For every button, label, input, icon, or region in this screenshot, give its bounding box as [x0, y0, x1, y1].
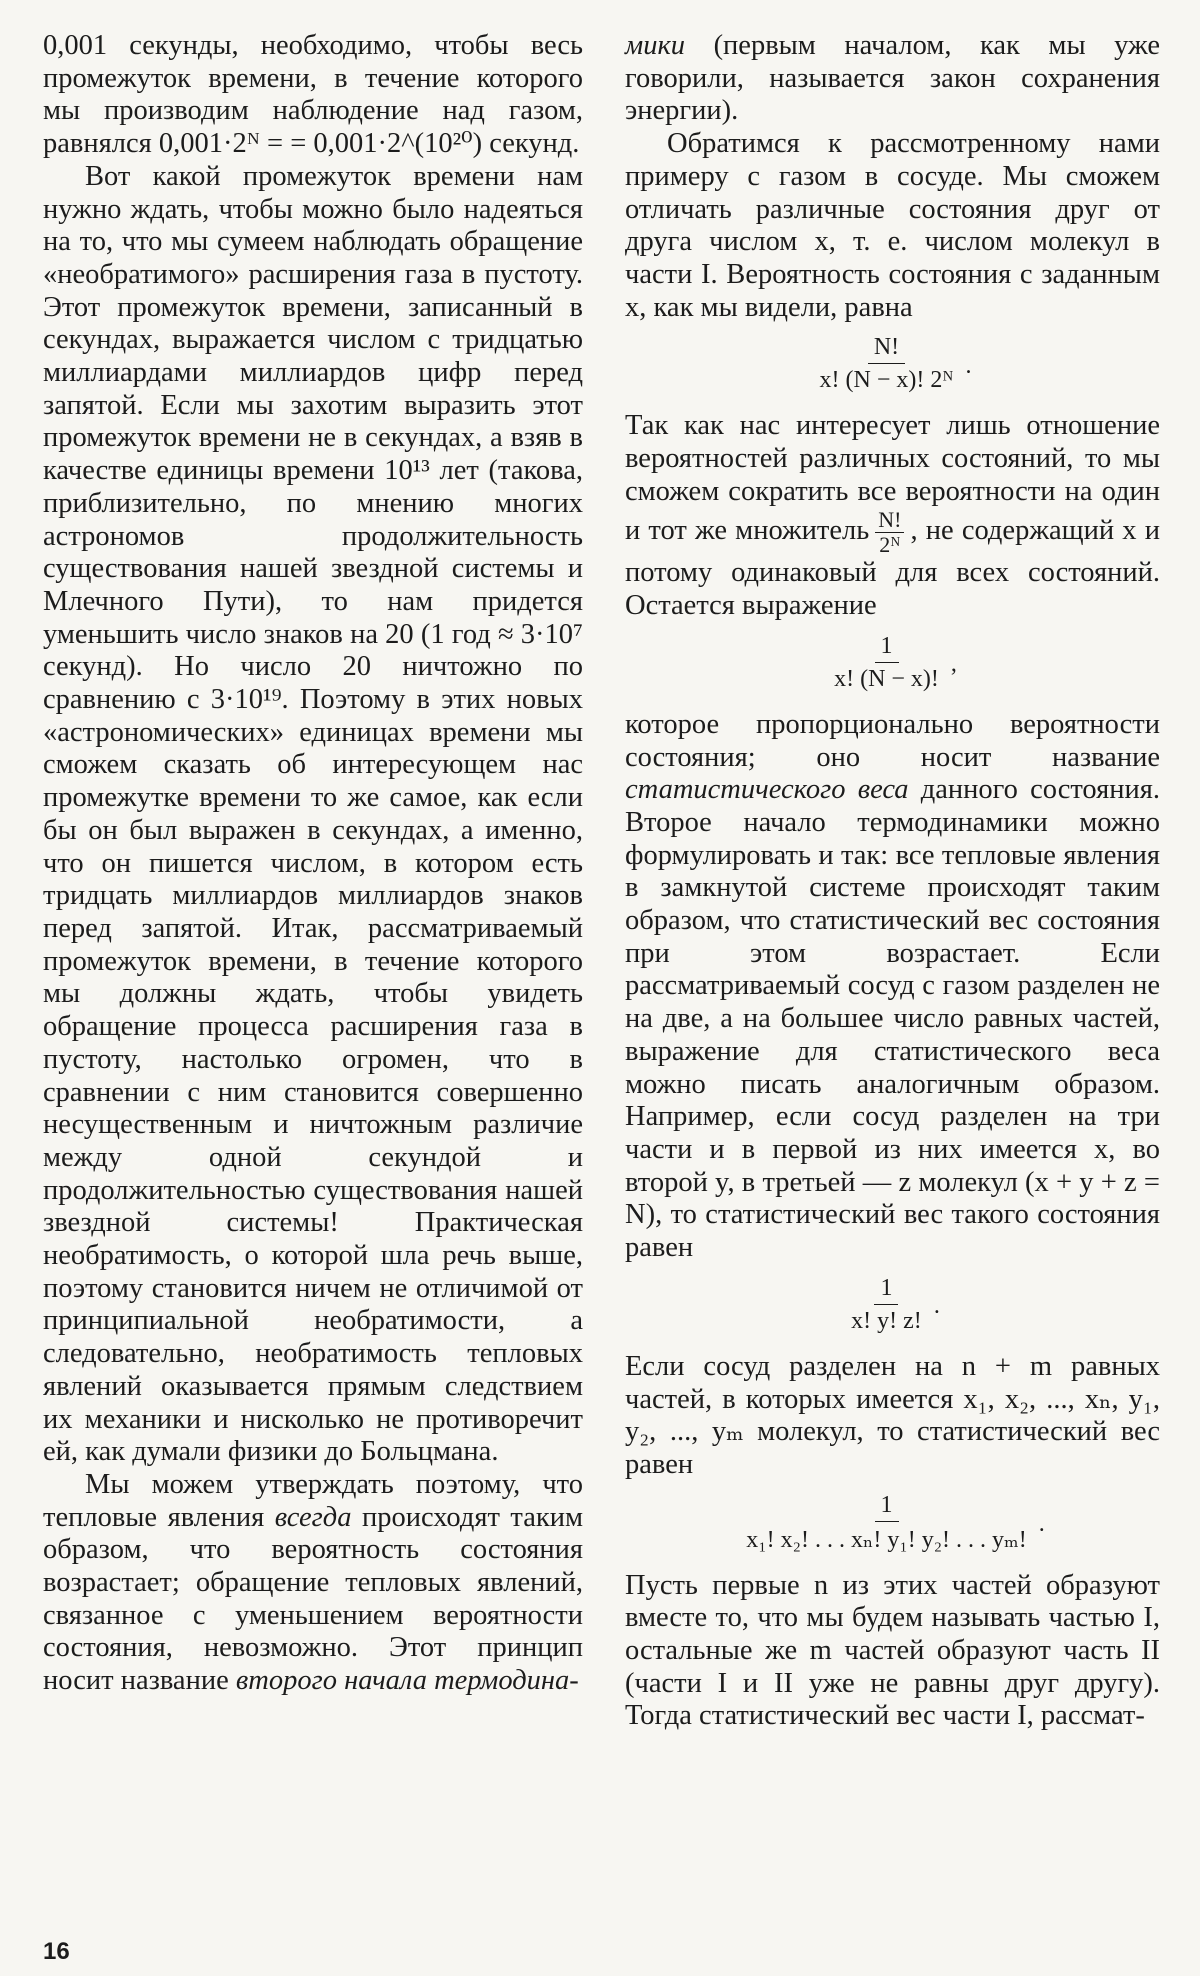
text-run: которое пропорционально вероятности состояния; оно носит название: [625, 708, 1160, 773]
fraction: [814, 334, 960, 394]
numerator: 1: [875, 633, 899, 663]
text-run: , не содержащий x и потому одинаковый для всех состояний. Остается выражение: [625, 515, 1160, 622]
paragraph: [43, 1469, 583, 1698]
numerator: N!: [875, 508, 904, 533]
formula-statistical-weight: [625, 633, 1160, 693]
page-number: 16: [43, 1938, 70, 1965]
fraction: [845, 1275, 928, 1335]
text-run: происходят таким образом, что вероятность состояния возрастает; обращение тепловых явлений, связанное с уменьшением вероятности состояния, невозможно. Этот принцип носит название: [43, 1501, 583, 1697]
denominator: 2ᴺ: [879, 532, 901, 558]
paragraph: [625, 30, 1160, 128]
punctuation: .: [1038, 1511, 1045, 1538]
denominator: x! (N − x)!: [834, 665, 939, 692]
numerator: 1: [874, 1275, 898, 1305]
emphasis: второго начала термодина-: [235, 1665, 579, 1697]
punctuation: ,: [950, 651, 957, 678]
text-run: Мы можем утверждать поэтому, что тепловые явления: [43, 1468, 583, 1533]
paragraph: [625, 709, 1160, 1265]
formula-n-plus-m-parts: [625, 1492, 1160, 1554]
paragraph: Пусть первые n из этих частей образуют вместе то, что мы будем называть частью I, остальные же m частей образуют часть II (части I и II уже не равны друг другу). Тогда статистический вес части I, рассмат-: [625, 1569, 1160, 1732]
punctuation: .: [965, 352, 972, 379]
paragraph: Если сосуд разделен на n + m равных частей, в которых имеется x₁, x₂, ..., xₙ, y₁, y₂, ..., yₘ молекул, то статистический вес равен: [625, 1350, 1160, 1480]
paragraph: Вот какой промежуток времени нам нужно ждать, чтобы можно было надеяться на то, что мы сумеем наблюдать обращение «необратимого» расширения газа в пустоту. Этот промежуток времени, записанный в секундах, выражается числом с тридцатью миллиардами миллиардов цифр перед запятой. Если мы захотим выразить этот промежуток времени не в секундах, а взяв в качестве единицы времени 10¹³ лет (такова, приблизительно, по мнению многих астрономов продолжительность существования нашей звездной системы и Млечного Пути), то нам придется уменьшить число знаков на 20 (1 год ≈ 3·10⁷ секунд). Но число 20 ничтожно по сравнению с 3·10¹⁹. Поэтому в этих новых «астрономических» единицах времени мы сможем сказать об интересующем нас промежутке времени то же самое, как если бы он был выражен в секундах, а именно, что он пишется числом, в котором есть тридцать миллиардов миллиардов знаков перед запятой. Итак, рассматриваемый промежуток времени, в течение которого мы должны ждать, чтобы увидеть обращение процесса расширения газа в пустоту, настолько огромен, что в сравнении с ним становится совершенно несущественным и ничтожным различие между одной секундой и продолжительностью существования нашей звездной системы! Практическая необратимость, о которой шла речь выше, поэтому становится ничем не отличимой от принципиальной необратимости, а следовательно, необратимость тепловых явлений оказывается прямым следствием их механики и нисколько не противоречит ей, как думали физики до Больцмана.: [43, 160, 583, 1468]
denominator: x! y! z!: [851, 1307, 922, 1334]
text-run: данного состояния. Второе начало термодинамики можно формулировать и так: все тепловые явления в замкнутой системе происходят таким образом, что статистический вес состояния при этом возрастает. Если рассматриваемый сосуд с газом разделен не на две, а на большее число равных частей, выражение для статистического веса можно писать аналогичным образом. Например, если сосуд разделен на три части и в первой из них имеется x, во второй y, в третьей — z молекул (x + y + z = N), то статистический вес такого состояния равен: [625, 774, 1160, 1264]
paragraph: [625, 410, 1160, 623]
numerator: N!: [868, 334, 905, 364]
numerator: 1: [875, 1492, 899, 1522]
emphasis: статистического веса: [625, 774, 909, 806]
fraction: [828, 633, 945, 693]
text-run: Так как нас интересует лишь отношение вероятностей различных состояний, то мы сможем сократить все вероятности на один и тот же множитель: [625, 410, 1160, 547]
inline-fraction: [875, 508, 904, 557]
left-column: [43, 30, 583, 1698]
denominator: x₁! x₂! . . . xₙ! y₁! y₂! . . . yₘ!: [746, 1526, 1027, 1553]
punctuation: .: [933, 1293, 940, 1320]
text-run: (первым началом, как мы уже говорили, называется закон сохранения энергии).: [625, 30, 1160, 127]
paragraph: 0,001 секунды, необходимо, чтобы весь промежуток времени, в течение которого мы производим наблюдение над газом, равнялся 0,001·2ᴺ = = 0,001·2^(10²⁰) секунд.: [43, 30, 583, 160]
emphasis: мики: [625, 30, 686, 61]
denominator: x! (N − x)! 2ᴺ: [819, 367, 954, 394]
formula-probability: [625, 334, 1160, 394]
paragraph: Обратимся к рассмотренному нами примеру с газом в сосуде. Мы сможем отличать различные состояния друг от друга числом x, т. е. числом молекул в части I. Вероятность состояния с заданным x, как мы видели, равна: [625, 128, 1160, 323]
right-column: [625, 30, 1160, 1733]
formula-three-parts: [625, 1275, 1160, 1335]
fraction: [740, 1492, 1033, 1554]
emphasis: всегда: [274, 1501, 352, 1533]
